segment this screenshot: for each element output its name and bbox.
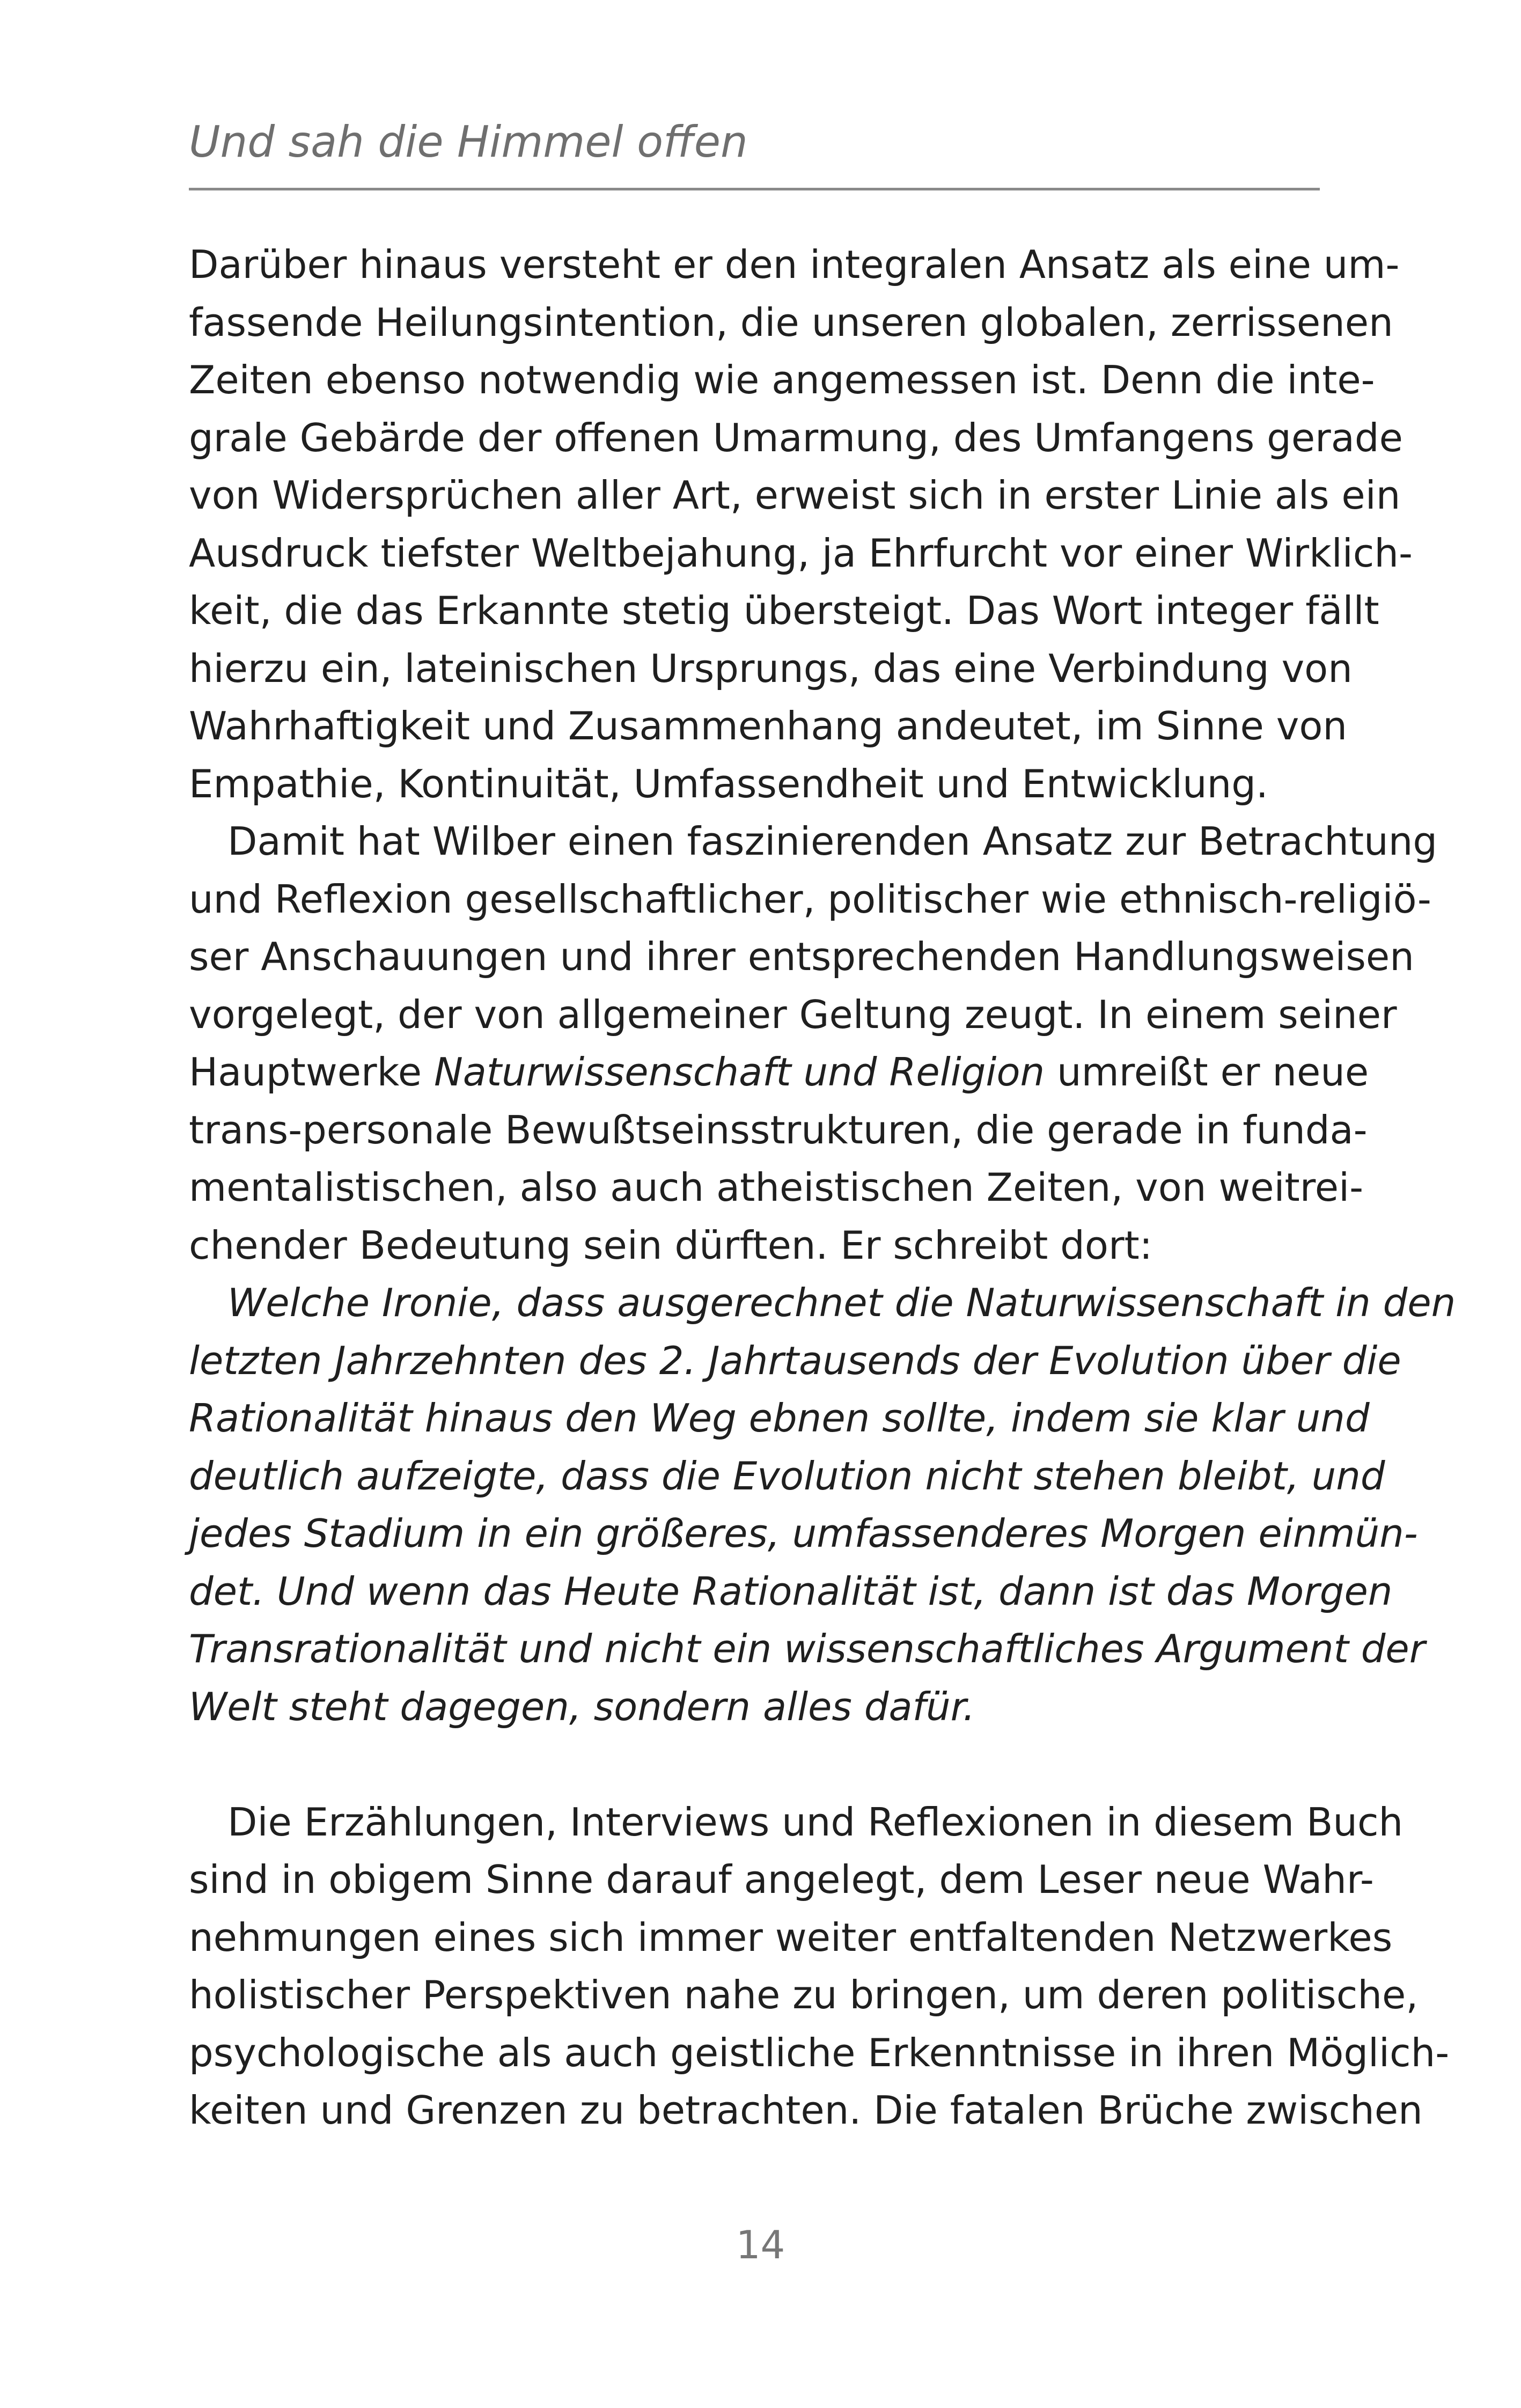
text-line: chender Bedeutung sein dürften. Er schreibt dort: [189, 1222, 1153, 1268]
text-line: mentalistischen, also auch atheistischen Zeiten, von weitrei- [189, 1165, 1364, 1210]
text-line: Ausdruck tiefster Weltbejahung, ja Ehrfurcht vor einer Wirklich- [189, 530, 1413, 576]
text-line: Darüber hinaus versteht er den integralen Ansatz als eine um- [189, 242, 1400, 287]
text-line: nehmungen eines sich immer weiter entfaltenden Netzwerkes [189, 1914, 1393, 1960]
text-line: grale Gebärde der offenen Umarmung, des Umfangens gerade [189, 415, 1403, 460]
text-line: vorgelegt, der von allgemeiner Geltung zeugt. In einem seiner [189, 992, 1397, 1037]
text-line: Die Erzählungen, Interviews und Reflexionen in diesem Buch [227, 1799, 1404, 1845]
quote-line: Welche Ironie, dass ausgerechnet die Naturwissenschaft in den [227, 1280, 1456, 1325]
text-line-with-title [189, 1044, 1369, 1102]
quote-line: jedes Stadium in ein größeres, umfassenderes Morgen einmün- [189, 1511, 1418, 1556]
text-line: Damit hat Wilber einen faszinierenden Ansatz zur Betrachtung [227, 819, 1438, 864]
paragraph-2 [189, 813, 1438, 1274]
text-line: keit, die das Erkannte stetig übersteigt. Das Wort integer fällt [189, 588, 1379, 633]
quote-line: Rationalität hinaus den Weg ebnen sollte, indem sie klar und [189, 1396, 1370, 1441]
quote-line: Welt steht dagegen, sondern alles dafür. [189, 1684, 975, 1729]
text-line: von Widersprüchen aller Art, erweist sich in erster Linie als ein [189, 473, 1401, 518]
quote-line: Transrationalität und nicht ein wissenschaftliches Argument der [189, 1626, 1426, 1671]
quote-line: deutlich aufzeigte, dass die Evolution nicht stehen bleibt, und [189, 1453, 1385, 1499]
text-line: keiten und Grenzen zu betrachten. Die fatalen Brüche zwischen [189, 2088, 1423, 2133]
text-run: umreißt er neue [1045, 1049, 1369, 1095]
block-quote [189, 1274, 1456, 1736]
paragraph-4 [189, 1794, 1450, 2140]
text-line: ser Anschauungen und ihrer entsprechenden Handlungsweisen [189, 934, 1414, 979]
page-number: 14 [736, 2222, 785, 2267]
quote-line: det. Und wenn das Heute Rationalität ist, dann ist das Morgen [189, 1568, 1393, 1614]
text-run: Hauptwerke [189, 1049, 434, 1095]
header-rule [189, 188, 1320, 190]
text-line: Wahrhaftigkeit und Zusammenhang andeutet, im Sinne von [189, 703, 1348, 748]
text-line: fassende Heilungsintention, die unseren globalen, zerrissenen [189, 299, 1393, 345]
book-title: Naturwissenschaft und Religion [433, 1049, 1045, 1095]
text-line: Zeiten ebenso notwendig wie angemessen ist. Denn die inte- [189, 357, 1375, 402]
text-line: holistischer Perspektiven nahe zu bringen, um deren politische, [189, 1972, 1419, 2017]
text-line: Empathie, Kontinuität, Umfassendheit und Entwicklung. [189, 761, 1268, 806]
text-line: und Reflexion gesellschaftlicher, politischer wie ethnisch-religiö- [189, 876, 1431, 922]
text-line: sind in obigem Sinne darauf angelegt, dem Leser neue Wahr- [189, 1857, 1374, 1902]
paragraph-gap [189, 1736, 1320, 1794]
text-line: hierzu ein, lateinischen Ursprungs, das eine Verbindung von [189, 645, 1353, 691]
paragraph-1 [189, 236, 1413, 813]
running-header: Und sah die Himmel offen [189, 117, 748, 167]
quote-line: letzten Jahrzehnten des 2. Jahrtausends der Evolution über die [189, 1338, 1401, 1383]
text-line: trans-personale Bewußtseinsstrukturen, die gerade in funda- [189, 1107, 1368, 1152]
text-line: psychologische als auch geistliche Erkenntnisse in ihren Möglich- [189, 2030, 1450, 2075]
body-text [189, 236, 1456, 2140]
